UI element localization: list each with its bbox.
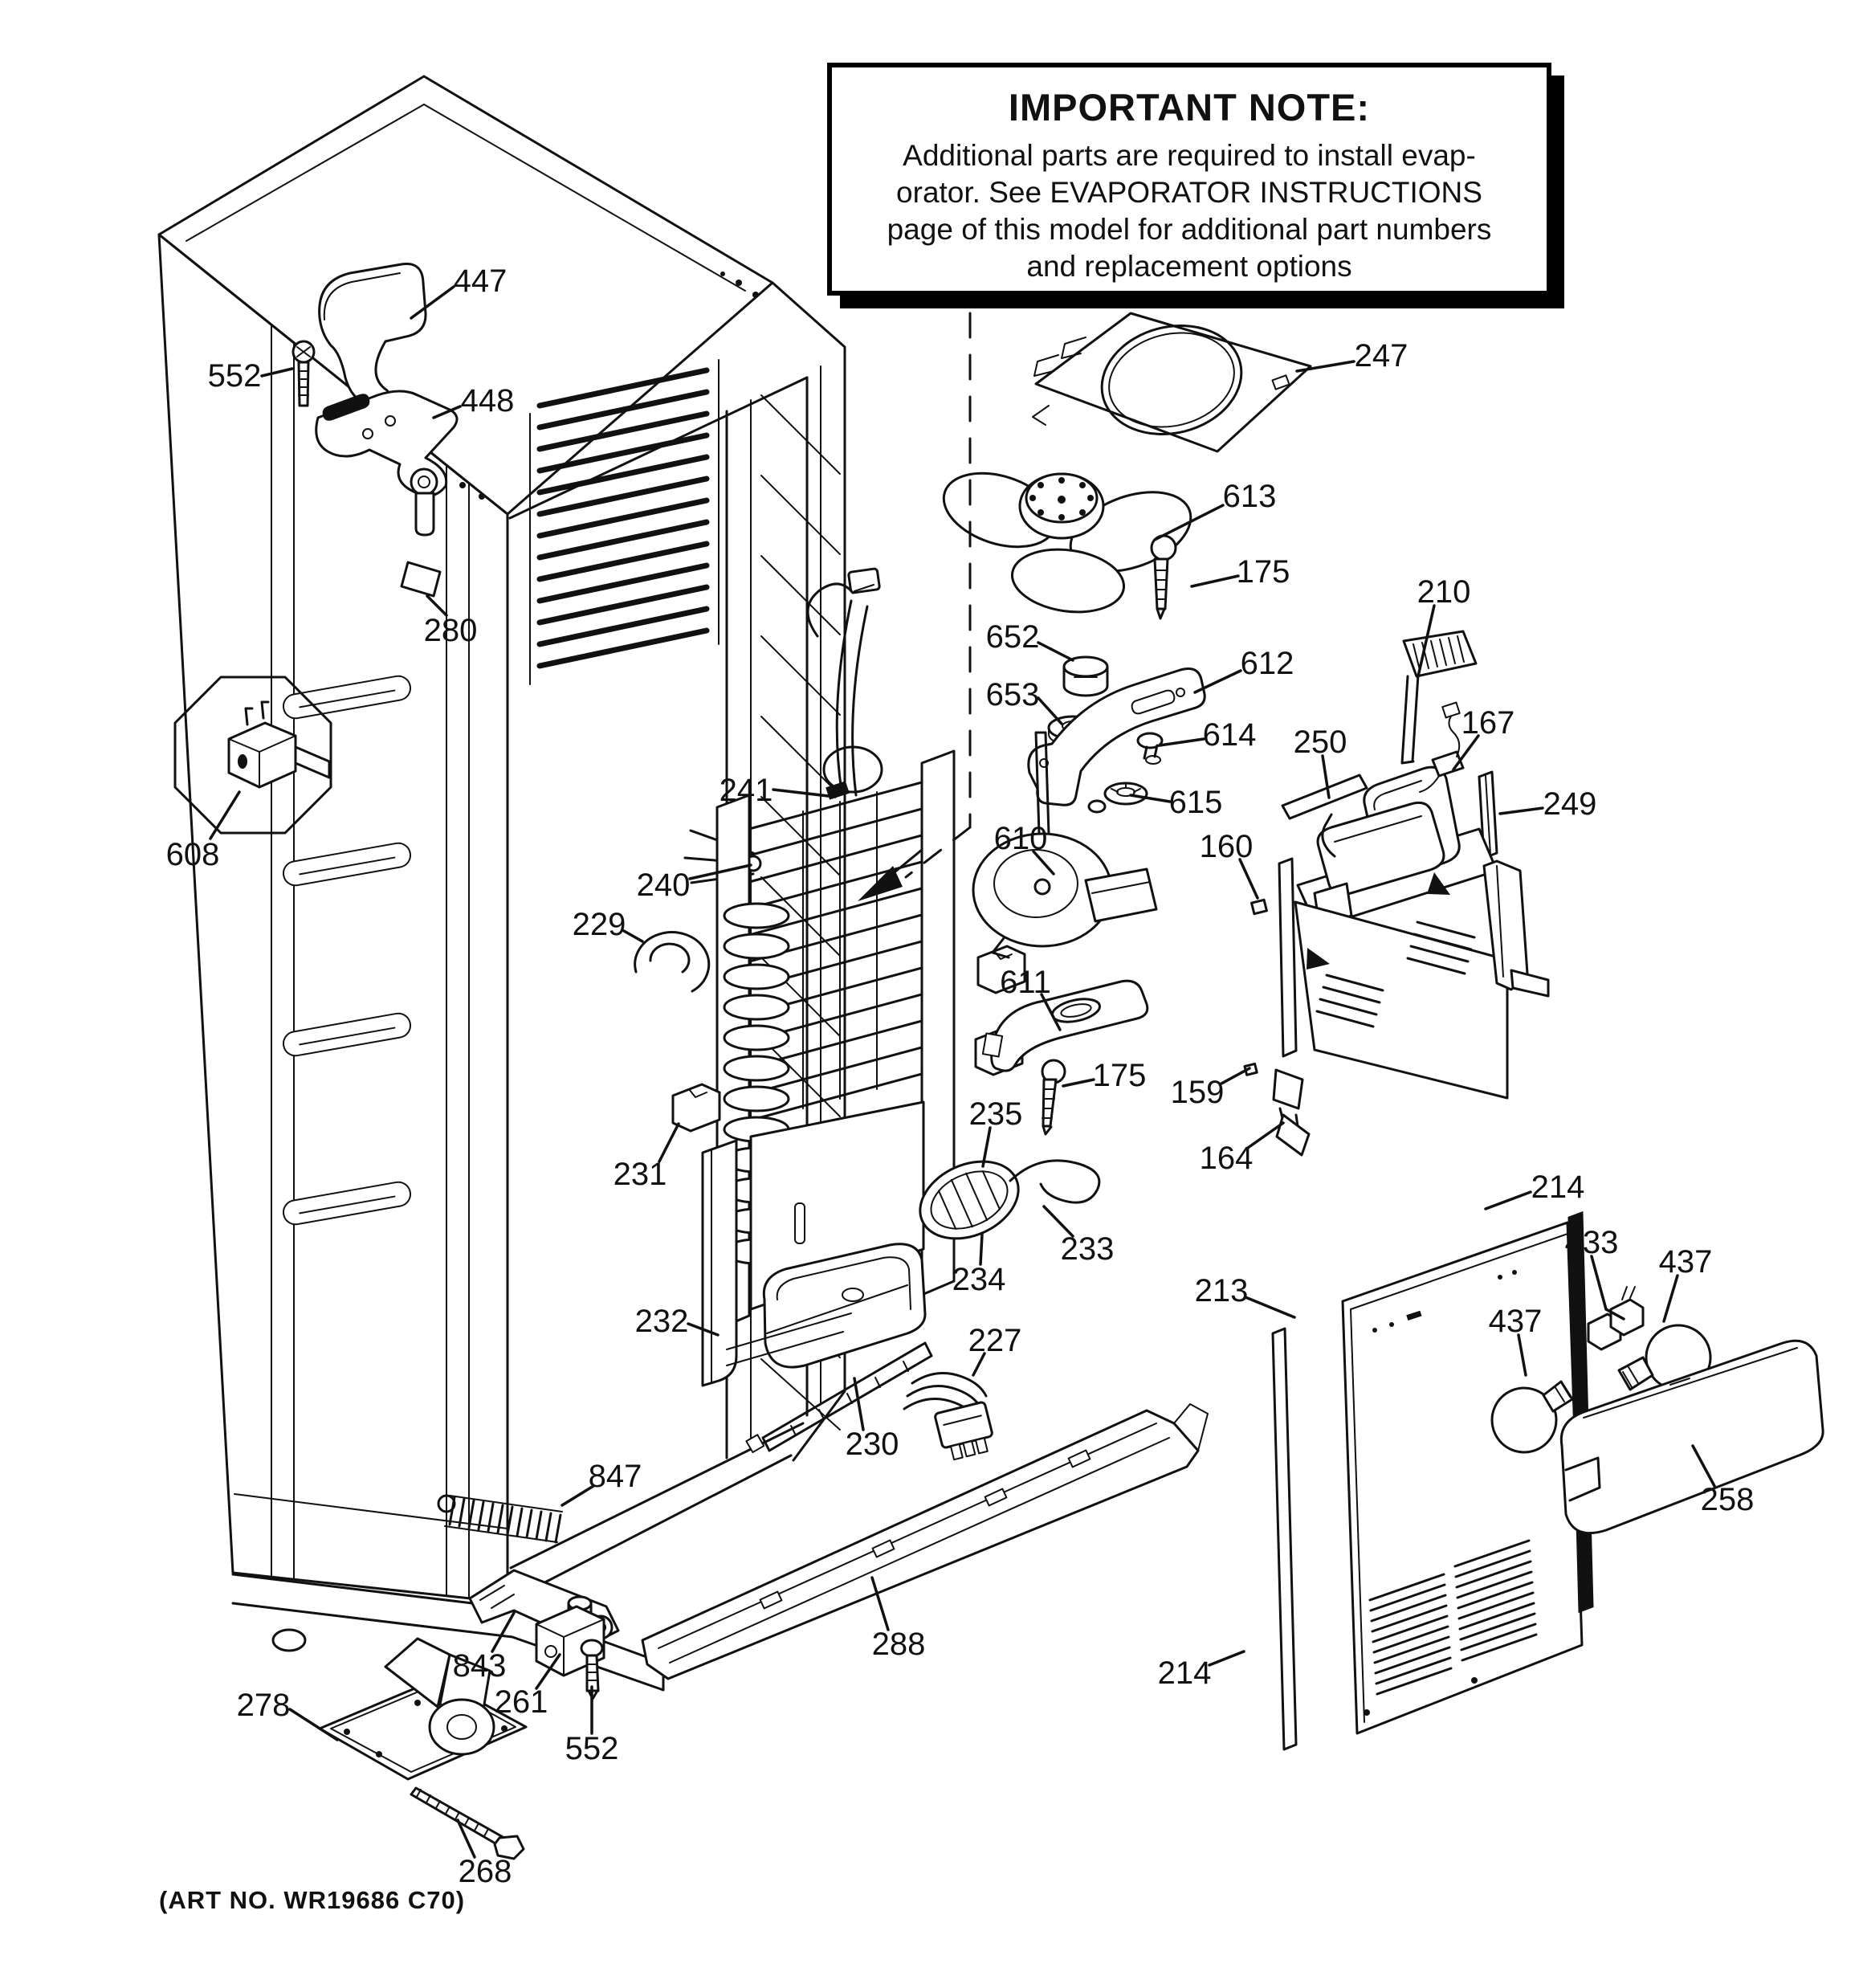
leader-line-652	[1038, 643, 1073, 660]
wire-harness-227	[904, 1374, 996, 1462]
part-label-231: 231	[613, 1157, 667, 1192]
leader-line-229	[624, 931, 642, 941]
art-number: (ART NO. WR19686 C70)	[159, 1886, 466, 1914]
leader-line-433	[1592, 1256, 1606, 1309]
part-label-258: 258	[1700, 1482, 1755, 1517]
leader-line-214	[1486, 1192, 1531, 1209]
part-label-278: 278	[236, 1688, 291, 1723]
leader-line-159	[1221, 1068, 1249, 1084]
part-label-240: 240	[636, 867, 691, 903]
grommet-652	[1064, 657, 1107, 696]
leader-line-249	[1500, 808, 1543, 814]
note-line: Additional parts are required to install evap-	[903, 139, 1476, 172]
leader-line-241	[773, 790, 835, 797]
leader-line-214	[1209, 1651, 1244, 1665]
access-panel-assembly	[1273, 1213, 1592, 1749]
important-note-box	[827, 63, 1551, 296]
spring-847	[438, 1496, 562, 1542]
part-label-227: 227	[968, 1323, 1022, 1358]
part-label-552: 552	[565, 1731, 619, 1766]
grille-210	[1402, 631, 1476, 763]
leader-line-608	[210, 792, 239, 839]
part-label-433: 433	[1564, 1225, 1619, 1260]
part-label-437: 437	[1658, 1244, 1713, 1280]
part-label-268: 268	[458, 1854, 512, 1889]
part-label-235: 235	[968, 1096, 1023, 1132]
tube-clips	[635, 933, 1025, 1131]
part-label-249: 249	[1543, 786, 1597, 822]
part-label-175: 175	[1092, 1058, 1147, 1093]
part-label-160: 160	[1199, 829, 1254, 864]
leader-line-175	[1063, 1080, 1094, 1086]
part-label-213: 213	[1194, 1273, 1249, 1308]
part-label-610: 610	[993, 821, 1048, 856]
part-label-653: 653	[985, 677, 1040, 712]
part-label-234: 234	[952, 1262, 1006, 1297]
part-label-611: 611	[1000, 965, 1051, 1000]
part-label-232: 232	[634, 1304, 689, 1339]
part-label-229: 229	[572, 907, 626, 942]
leader-line-234	[980, 1235, 982, 1264]
part-label-210: 210	[1417, 574, 1471, 610]
part-label-288: 288	[871, 1627, 926, 1662]
leader-line-213	[1245, 1297, 1294, 1317]
part-160	[1252, 900, 1267, 913]
part-label-167: 167	[1461, 705, 1515, 741]
trim-214-left	[1273, 1329, 1296, 1749]
part-label-615: 615	[1168, 785, 1223, 820]
part-label-175: 175	[1236, 554, 1290, 590]
part-label-847: 847	[588, 1459, 642, 1494]
part-label-214: 214	[1531, 1170, 1585, 1205]
evaporator-assembly	[685, 569, 954, 1386]
part-label-447: 447	[453, 263, 508, 299]
screw-175-lower	[1042, 1060, 1065, 1134]
condenser-coil	[530, 360, 719, 684]
leader-line-552	[262, 369, 292, 376]
part-label-652: 652	[985, 619, 1040, 655]
note-title: IMPORTANT NOTE:	[1008, 86, 1371, 129]
bolt-268	[411, 1788, 524, 1859]
part-label-247: 247	[1354, 338, 1408, 374]
part-label-448: 448	[460, 383, 515, 418]
part-label-843: 843	[452, 1648, 507, 1684]
leader-line-231	[659, 1124, 679, 1161]
part-label-164: 164	[1199, 1141, 1254, 1176]
note-body	[887, 137, 1492, 285]
clip-280	[402, 562, 440, 596]
light-switch-608	[175, 677, 331, 833]
part-label-214: 214	[1157, 1655, 1212, 1691]
part-label-552: 552	[207, 358, 262, 394]
part-label-613: 613	[1222, 479, 1277, 514]
part-label-261: 261	[494, 1684, 548, 1720]
part-label-280: 280	[423, 613, 478, 648]
part-label-612: 612	[1240, 646, 1294, 681]
note-line: and replacement options	[1026, 250, 1352, 283]
leader-line-614	[1160, 739, 1204, 745]
leader-line-230	[854, 1378, 863, 1430]
leader-line-437	[1664, 1276, 1678, 1321]
note-line: orator. See EVAPORATOR INSTRUCTIONS	[896, 176, 1482, 209]
part-label-159: 159	[1170, 1075, 1225, 1110]
leader-line-653	[1038, 698, 1062, 724]
hinge-parts	[293, 263, 457, 535]
leader-line-175	[1192, 576, 1238, 586]
part-label-608: 608	[165, 837, 220, 872]
stud-614	[1138, 733, 1162, 764]
note-line: page of this model for additional part numbers	[887, 213, 1492, 246]
part-label-241: 241	[719, 773, 773, 808]
leader-line-160	[1240, 859, 1258, 898]
hose-233	[1010, 1161, 1099, 1202]
part-label-233: 233	[1060, 1231, 1115, 1267]
part-label-230: 230	[845, 1427, 899, 1462]
strip-250	[1282, 775, 1367, 818]
part-label-250: 250	[1293, 725, 1347, 760]
screw-175-upper	[1152, 536, 1176, 618]
part-label-614: 614	[1202, 717, 1257, 753]
clip-164	[1277, 1115, 1309, 1155]
part-label-437: 437	[1488, 1304, 1543, 1339]
